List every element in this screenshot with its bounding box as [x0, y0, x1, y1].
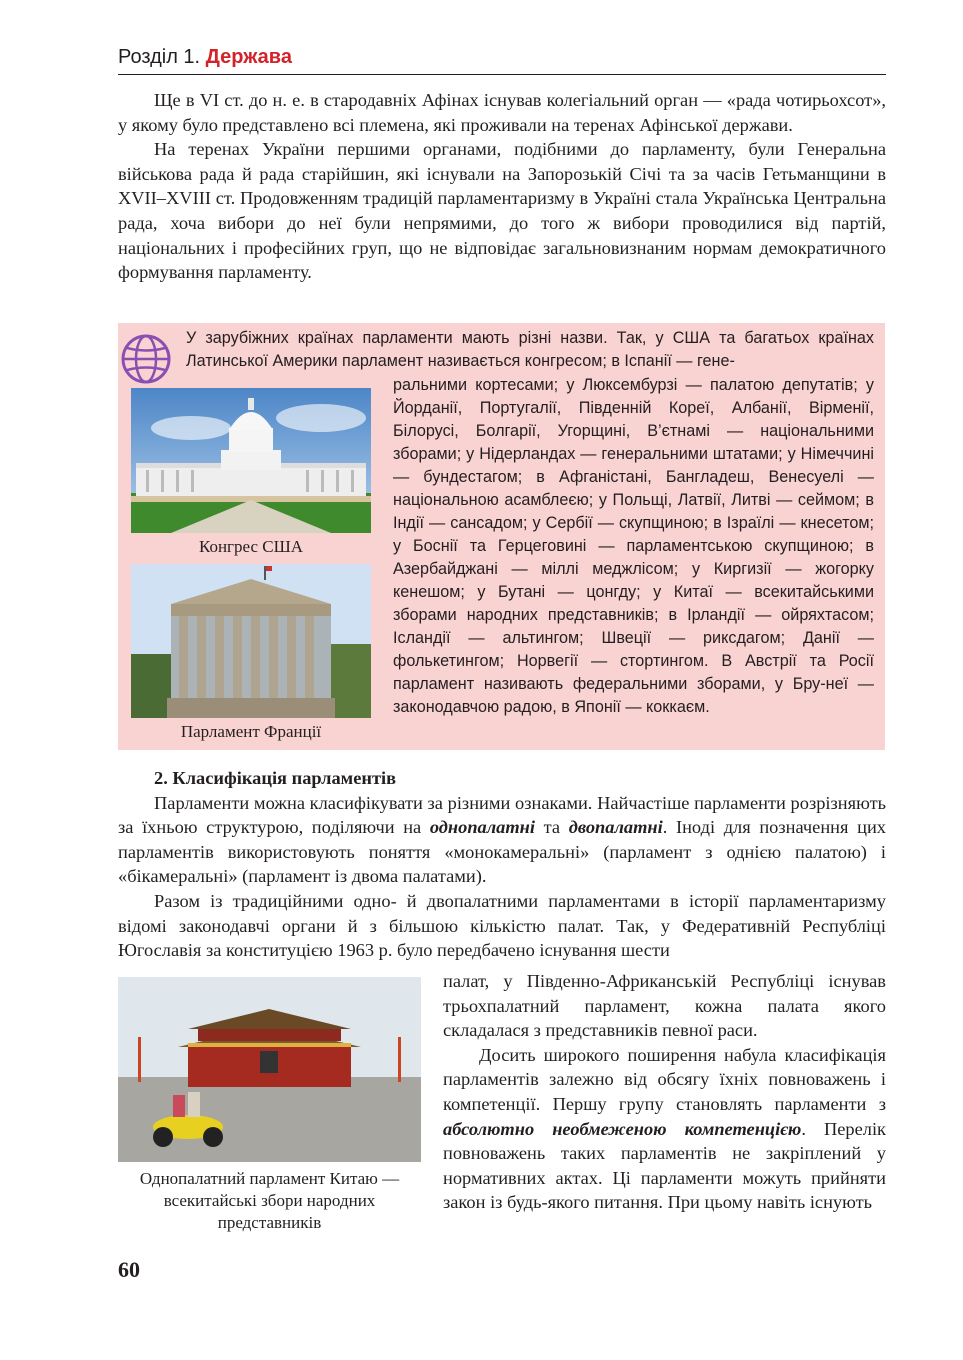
text-run: . Іноді для позначення цих парламентів використовують поняття «монокамеральні» (парламент з однією палатою) і «бікамеральні» (парламент із двома палатами).: [118, 817, 886, 887]
china-parliament-photo: [118, 977, 421, 1162]
us-capitol-photo: [131, 388, 371, 533]
text-run: . Перелік повноважень таких парламентів не закріплений у нормативних актах. Ці парламенти можуть прийняти закон із будь-якого питання. При цьому навіть існують: [443, 1118, 886, 1213]
globe-icon: [118, 331, 174, 387]
section-label: Розділ 1.: [118, 46, 201, 68]
intro-text: [118, 88, 886, 285]
text-run: та: [535, 817, 569, 838]
section2-wrapped-text: [443, 969, 886, 1215]
page-number: 60: [118, 1257, 140, 1282]
section-heading: 2. Класифікація парламентів: [154, 768, 397, 788]
section-title: Держава: [205, 46, 292, 68]
term-emphasis: абсолютно необмеженою компетенцією: [443, 1118, 802, 1139]
info-box-text-top: У зарубіжних країнах парламенти мають різні назви. Так, у США та багатьох країнах Латинської Америки парламент називається конгресом; в Іспанії — гене-: [186, 329, 874, 370]
photo-caption: Парламент Франції: [180, 722, 322, 741]
photo-caption: Конгрес США: [198, 537, 304, 556]
running-header: [118, 46, 886, 75]
info-box-text-main: ральними кортесами; у Люксембурзі — палатою депутатів; у Йорданії, Португалії, Південній Кореї, Албанії, Вірменії, Білорусі, Болгарії, Угорщині, В’єтнамі — національними зборами; у Нідерландах — генеральними штатами; у Німеччині — бундестагом; в Афганістані, Бангладеш, Венесуелі — національною асамблеєю; у Польщі, Латвії, Литві — сеймом; в Індії — сансадом; у Сербії — скупщиною; в Ізраїлі — кнесетом; у Боснії та Герцеговині — парламентською скупщиною; в Азербайджані — міллі меджлісом; у Киргизії — жогорку кенешом; у Бутані — цонгду; у Китаї — всекитайськими зборами народних представників; в Ірландії — ойряхтасом; Ісландії — альтингом; Швеції — риксдагом; Данії — фолькетингом; Норвегії — стортингом. В Австрії та Росії парламент називають федеральними зборами, у Бру-неї — законодавчою радою, в Японії — коккаєм.: [393, 376, 874, 716]
paragraph: [118, 791, 886, 889]
text-run: Парламенти можна класифікувати за різними ознаками. Найчастіше парламенти розрізняють за їхньою структурою, поділяючи на: [118, 792, 886, 838]
paragraph: На теренах України першими органами, подібними до парламенту, були Генеральна військова рада й рада старійшин, які існували на Запорозькій Січі та за часів Гетьманщини в XVII–XVIII ст. Продовженням традицій парламентаризму в Україні стала Українська Центральна рада, хоча вибори до неї були непрямими, до того ж вибори проводилися від партій, національних і професійних груп, що не відповідає загальновизнаним нормам демократичного формування парламенту.: [118, 139, 886, 283]
paragraph: Ще в VI ст. до н. е. в стародавніх Афінах існував колегіальний орган — «рада чотирьохсот», у якому було представлено всі племена, які проживали на теренах Афінської держави.: [118, 90, 886, 135]
paragraph-continuation: палат, у Південно-Африканській Республіці існував трьохпалатний парламент, кожна палата якого складалася з представників певної раси.: [443, 971, 886, 1041]
paragraph: Разом із традиційними одно- й двопалатними парламентами в історії парламентаризму відомі законодавчі органи й з більшою кількістю палат. Так, у Федеративній Республіці Югославія за конституцією 1963 р. було передбачено існування шести: [118, 890, 886, 961]
info-box: [118, 323, 885, 750]
term-emphasis: двопалатні: [568, 817, 663, 838]
paragraph: [443, 1043, 886, 1215]
text-run: Досить широкого поширення набула класифікація парламентів залежно від обсягу їхніх повноважень і компетенції. Першу групу становлять парламенти з: [443, 1044, 886, 1114]
photo-caption: Однопалатний парламент Китаю — всекитайські збори народних представників: [139, 1169, 400, 1232]
section2-text: [118, 766, 886, 963]
term-emphasis: однопалатні: [429, 817, 536, 838]
france-parliament-photo: [131, 564, 371, 718]
